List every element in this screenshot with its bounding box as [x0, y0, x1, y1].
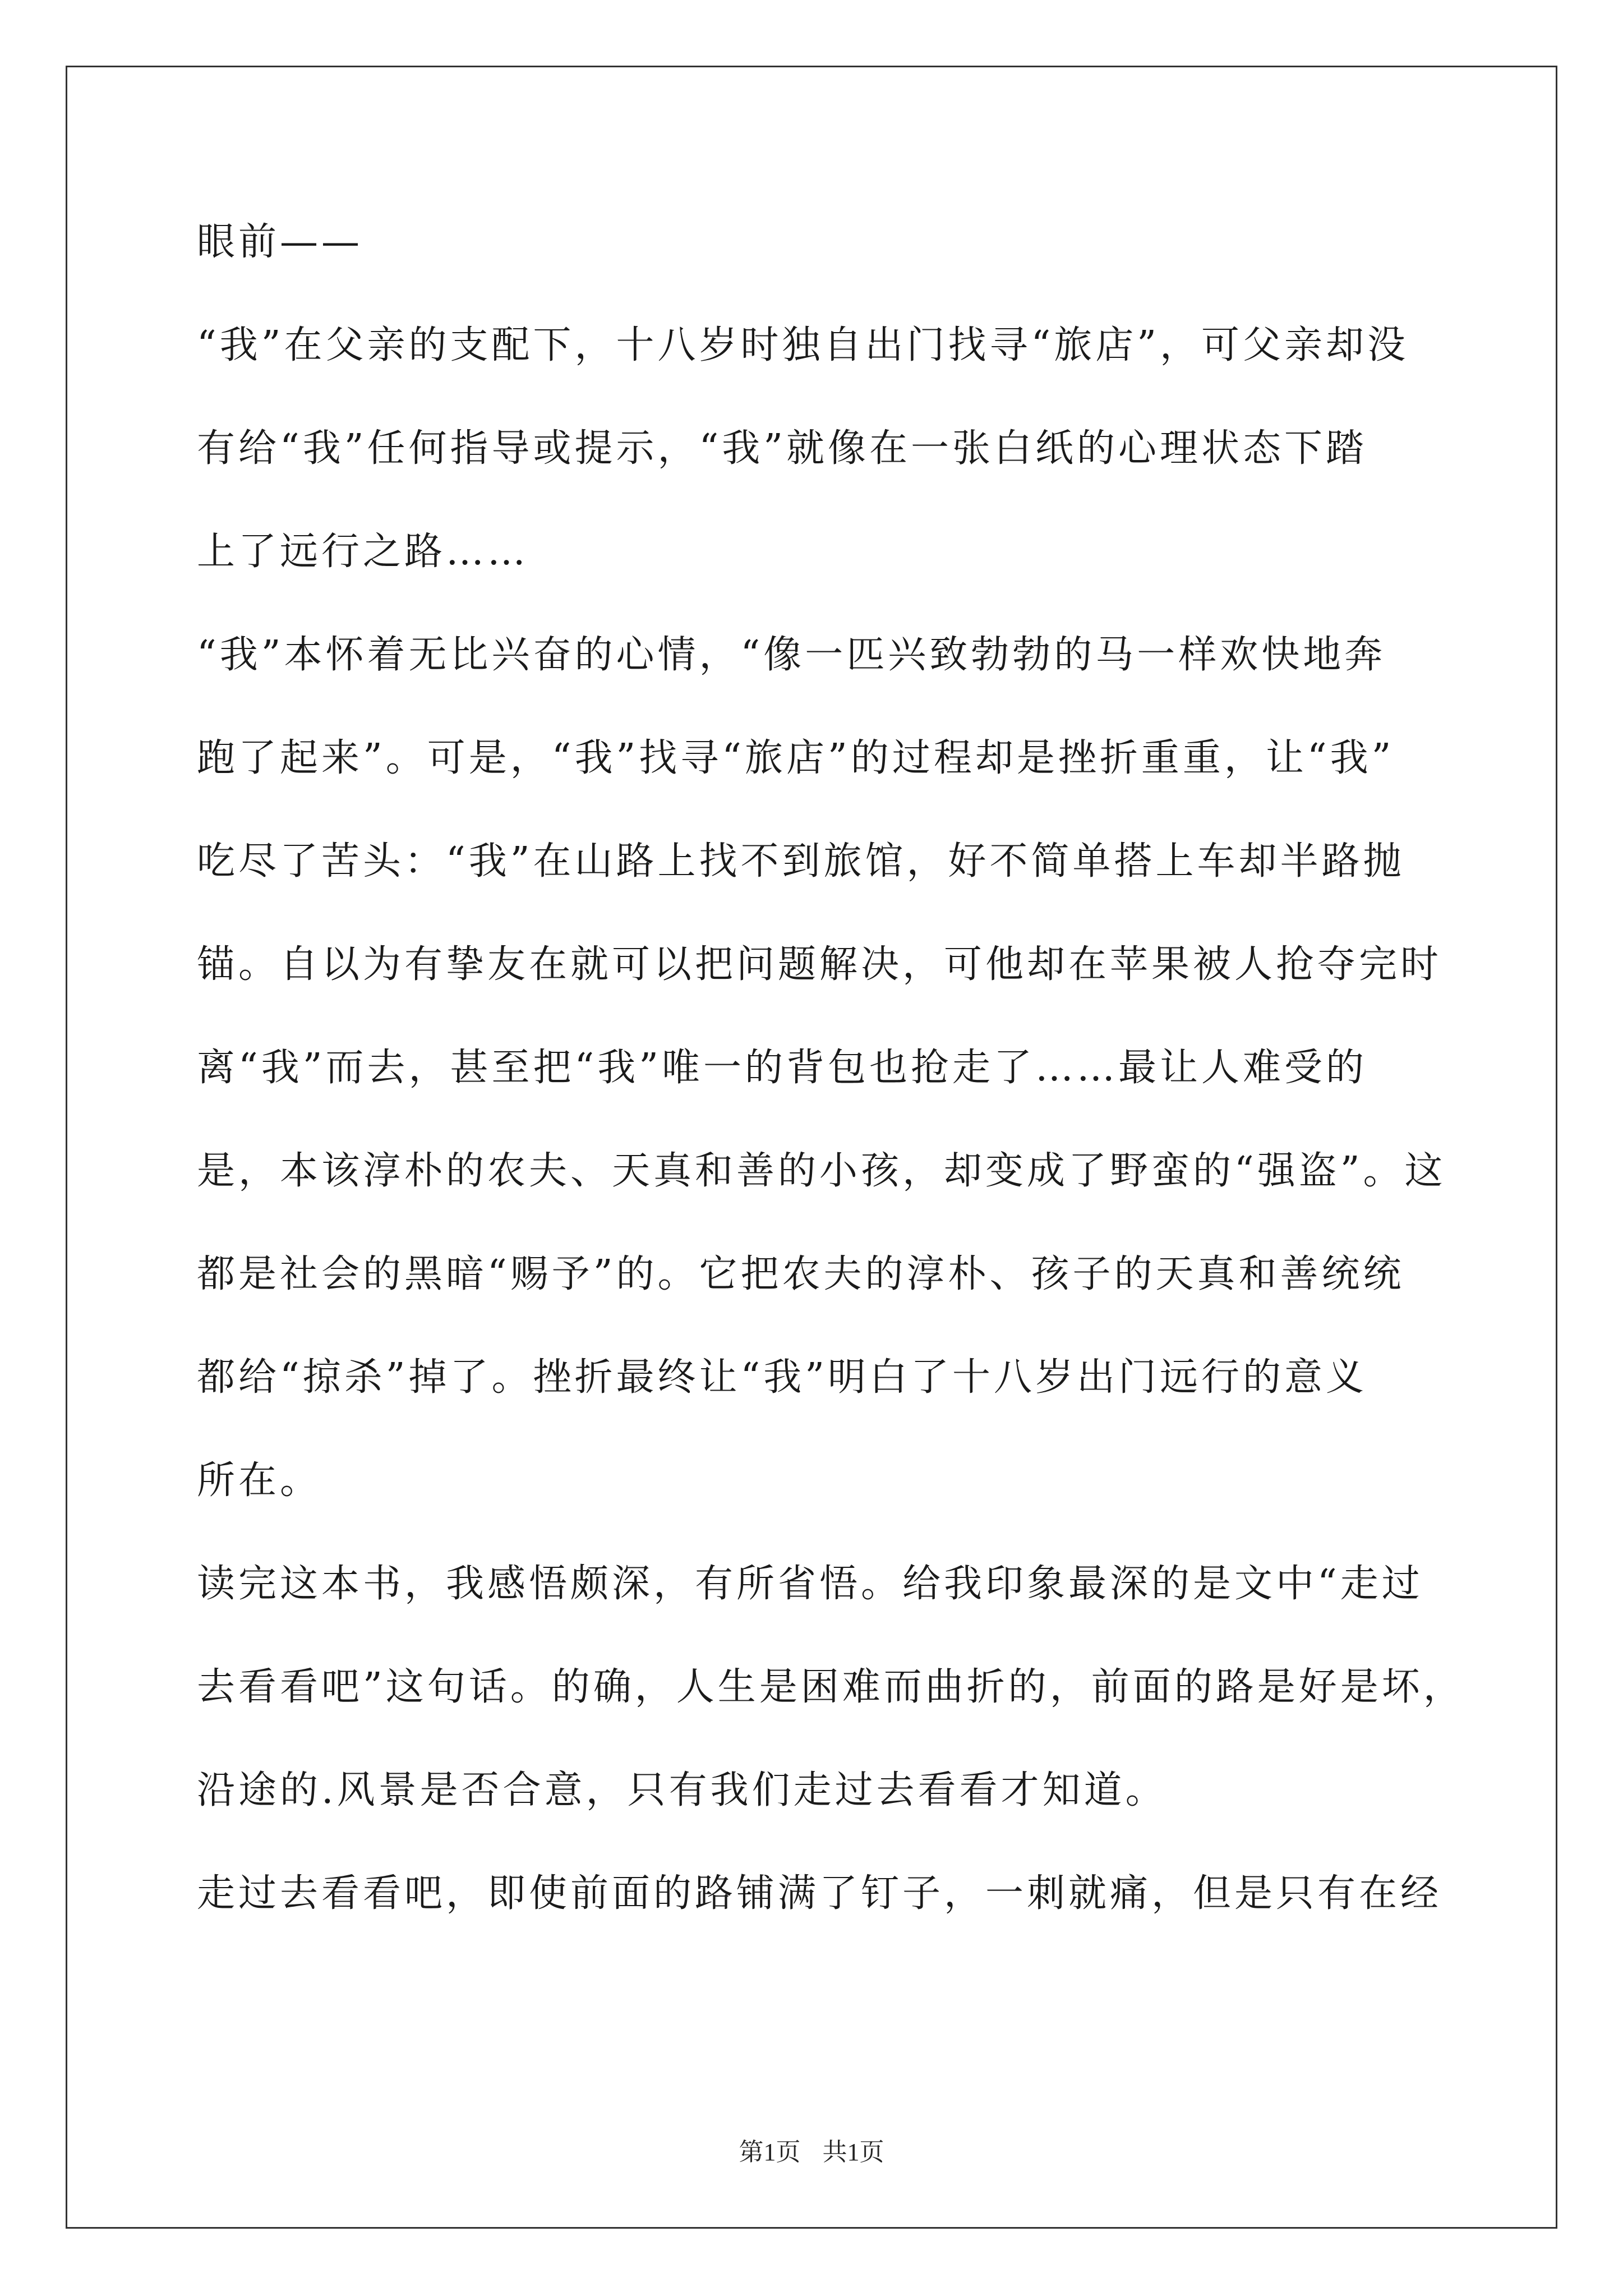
text-line: 去看看吧”这句话。的确，人生是困难而曲折的，前面的路是好是坏，	[197, 1665, 1465, 1709]
text-line: 沿途的.风景是否合意，只有我们走过去看看才知道。	[197, 1768, 1167, 1812]
text-line: 走过去看看吧，即使前面的路铺满了钉子，一刺就痛，但是只有在经	[197, 1871, 1442, 1916]
text-line: “我”在父亲的支配下，十八岁时独自出门找寻“旅店”，可父亲却没	[197, 323, 1409, 367]
page-number: 第1页	[739, 2138, 801, 2166]
text-line: 都给“掠杀”掉了。挫折最终让“我”明白了十八岁出门远行的意义	[197, 1355, 1368, 1400]
text-line: 都是社会的黑暗“赐予”的。它把农夫的淳朴、孩子的天真和善统统	[197, 1252, 1405, 1296]
text-line: 是，本该淳朴的农夫、天真和善的小孩，却变成了野蛮的“强盗”。这	[197, 1149, 1446, 1193]
text-line: 锚。自以为有挚友在就可以把问题解决，可他却在苹果被人抢夺完时	[197, 942, 1442, 987]
page-total: 共1页	[822, 2138, 884, 2166]
text-line: “我”本怀着无比兴奋的心情，“像一匹兴致勃勃的马一样欢快地奔	[197, 633, 1386, 677]
text-line: 所在。	[197, 1458, 322, 1503]
text-line: 眼前——	[197, 220, 363, 264]
text-line: 上了远行之路……	[197, 530, 529, 574]
text-line: 离“我”而去，甚至把“我”唯一的背包也抢走了……最让人难受的	[197, 1046, 1368, 1090]
text-line: 跑了起来”。可是，“我”找寻“旅店”的过程却是挫折重重，让“我”	[197, 736, 1395, 780]
page-footer	[0, 2132, 1623, 2168]
text-line: 读完这本书，我感悟颇深，有所省悟。给我印象最深的是文中“走过	[197, 1562, 1423, 1606]
text-line: 吃尽了苦头：“我”在山路上找不到旅馆，好不简单搭上车却半路抛	[197, 839, 1405, 884]
document-body	[197, 214, 1465, 1969]
text-line: 有给“我”任何指导或提示，“我”就像在一张白纸的心理状态下踏	[197, 426, 1368, 471]
